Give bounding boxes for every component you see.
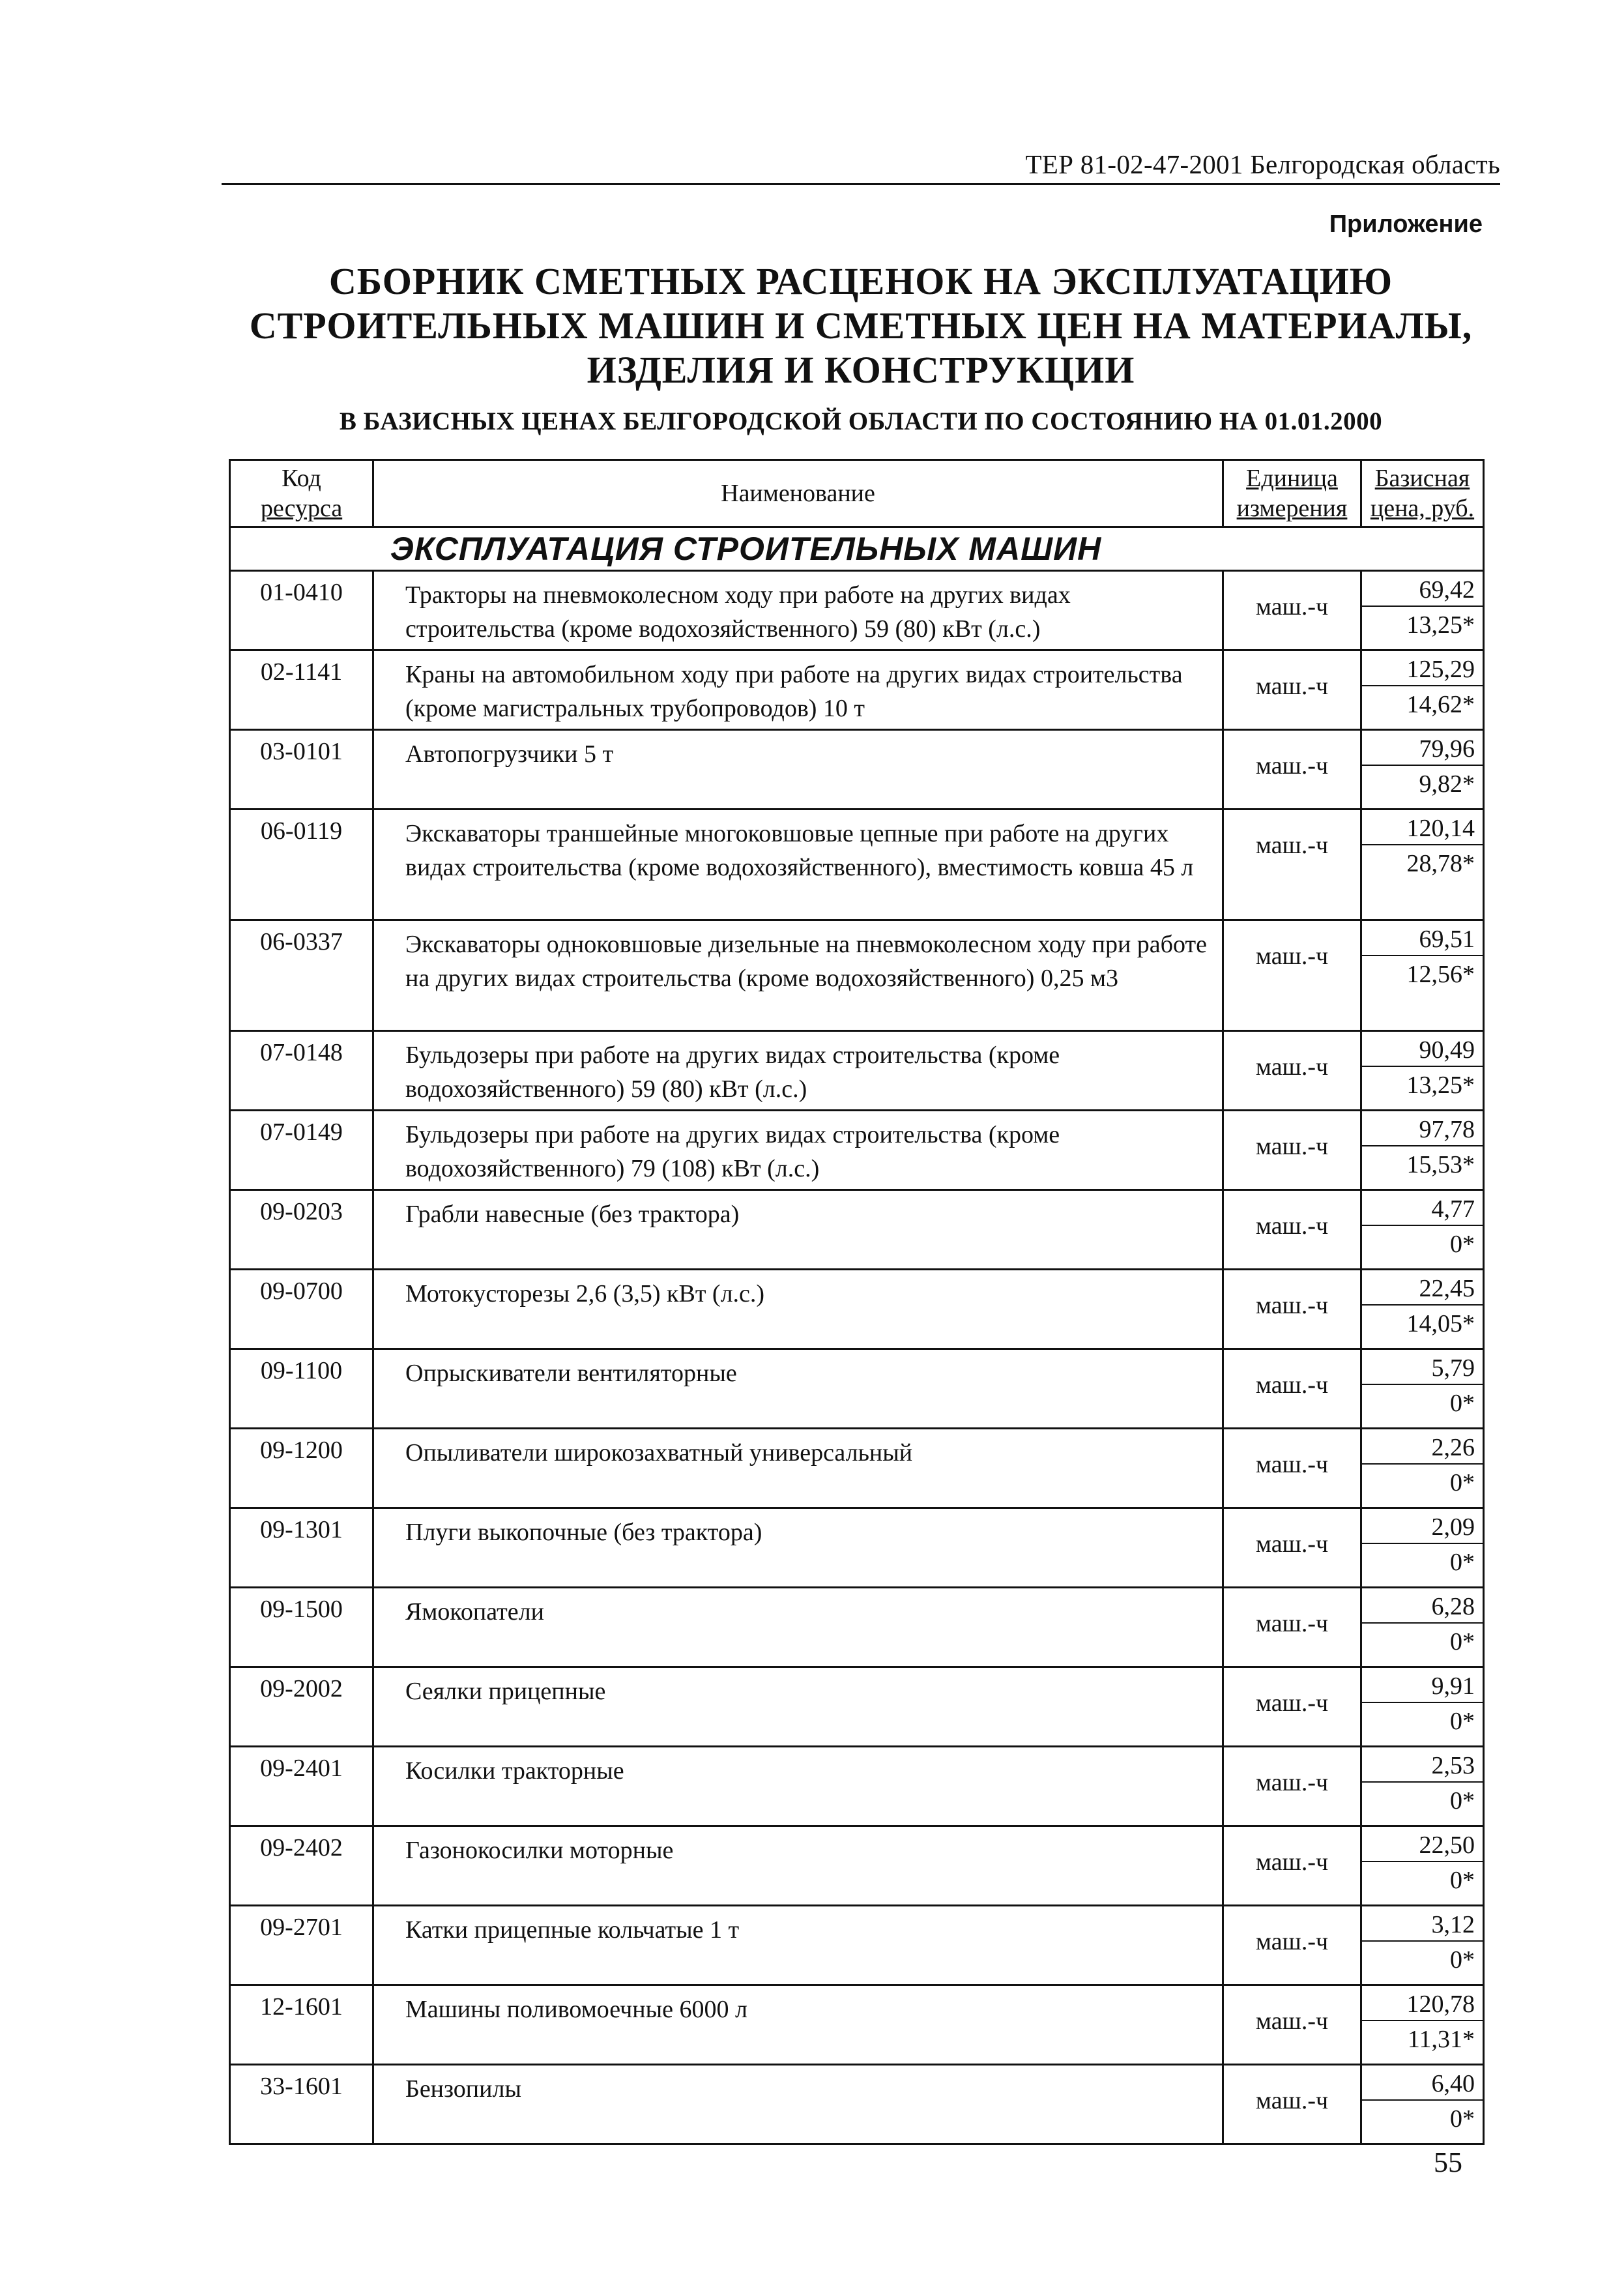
resource-price-cell (1361, 1270, 1484, 1349)
resource-code: 09-1100 (230, 1349, 373, 1429)
table-row (230, 1588, 1484, 1667)
resource-name: Тракторы на пневмоколесном ходу при работе на других видах строительства (кроме водохозяйственного) 59 (80) кВт (л.с.) (373, 571, 1223, 650)
resource-name: Экскаваторы траншейные многоковшовые цепные при работе на других видах строительства (кроме водохозяйственного), вместимость ковша 45 л (373, 810, 1223, 920)
resource-price-cell (1361, 1349, 1484, 1429)
resource-price-cell (1361, 1826, 1484, 1906)
resource-name: Ямокопатели (373, 1588, 1223, 1667)
wage-price: 0* (1450, 1628, 1475, 1656)
resource-name: Опыливатели широкозахватный универсальный (373, 1429, 1223, 1508)
wage-price: 0* (1450, 1469, 1475, 1496)
table-row (230, 2065, 1484, 2144)
resource-name: Опрыскиватели вентиляторные (373, 1349, 1223, 1429)
resource-code: 01-0410 (230, 571, 373, 650)
resource-code: 07-0148 (230, 1031, 373, 1111)
base-price: 22,45 (1362, 1270, 1483, 1306)
table-row (230, 810, 1484, 920)
resource-unit: маш.-ч (1223, 1270, 1361, 1349)
resource-unit: маш.-ч (1223, 1111, 1361, 1190)
wage-price: 0* (1450, 2105, 1475, 2133)
document-code-header: ТЕР 81-02-47-2001 Белгородская область (1025, 149, 1500, 179)
resource-code: 03-0101 (230, 730, 373, 810)
resource-unit: маш.-ч (1223, 1826, 1361, 1906)
resource-name: Плуги выкопочные (без трактора) (373, 1508, 1223, 1588)
wage-price: 0* (1450, 1390, 1475, 1417)
table-row (230, 1190, 1484, 1270)
resource-name: Экскаваторы одноковшовые дизельные на пневмоколесном ходу при работе на других видах строительства (кроме водохозяйственного) 0,25 м3 (373, 920, 1223, 1031)
resource-unit: маш.-ч (1223, 1906, 1361, 1985)
title-line-1: СБОРНИК СМЕТНЫХ РАСЦЕНОК НА ЭКСПЛУАТАЦИЮ (328, 260, 1393, 302)
table-row (230, 1826, 1484, 1906)
header-unit: Единица измерения (1223, 460, 1361, 527)
document-subtitle: В БАЗИСНЫХ ЦЕНАХ БЕЛГОРОДСКОЙ ОБЛАСТИ ПО СОСТОЯНИЮ НА 01.01.2000 (339, 407, 1383, 435)
resource-name: Бензопилы (373, 2065, 1223, 2144)
resource-code: 09-2701 (230, 1906, 373, 1985)
base-price: 79,96 (1362, 731, 1483, 766)
wage-price: 14,62* (1406, 691, 1475, 718)
resource-code: 09-0203 (230, 1190, 373, 1270)
base-price: 6,28 (1362, 1588, 1483, 1624)
table-row (230, 1111, 1484, 1190)
resource-code: 06-0119 (230, 810, 373, 920)
resource-name: Катки прицепные кольчатые 1 т (373, 1906, 1223, 1985)
table-row (230, 730, 1484, 810)
wage-price: 0* (1450, 1787, 1475, 1815)
resource-unit: маш.-ч (1223, 1429, 1361, 1508)
section-row (230, 527, 1484, 571)
resource-name: Краны на автомобильном ходу при работе на других видах строительства (кроме магистральных трубопроводов) 10 т (373, 650, 1223, 730)
base-price: 6,40 (1362, 2065, 1483, 2101)
resource-unit: маш.-ч (1223, 1588, 1361, 1667)
resource-code: 07-0149 (230, 1111, 373, 1190)
page-number: 55 (1434, 2146, 1462, 2178)
base-price: 22,50 (1362, 1827, 1483, 1862)
base-price: 2,53 (1362, 1747, 1483, 1783)
resource-unit: маш.-ч (1223, 810, 1361, 920)
resource-price-cell (1361, 1429, 1484, 1508)
wage-price: 14,05* (1406, 1310, 1475, 1337)
resource-code: 02-1141 (230, 650, 373, 730)
resource-name: Газонокосилки моторные (373, 1826, 1223, 1906)
table-row (230, 1747, 1484, 1826)
table-row (230, 1349, 1484, 1429)
resource-name: Сеялки прицепные (373, 1667, 1223, 1747)
wage-price: 13,25* (1406, 1072, 1475, 1099)
resource-unit: маш.-ч (1223, 1747, 1361, 1826)
table-row (230, 1429, 1484, 1508)
base-price: 69,42 (1362, 572, 1483, 607)
resource-unit: маш.-ч (1223, 2065, 1361, 2144)
resource-price-cell (1361, 1190, 1484, 1270)
resource-price-table (229, 459, 1485, 2145)
resource-unit: маш.-ч (1223, 730, 1361, 810)
resource-unit: маш.-ч (1223, 571, 1361, 650)
wage-price: 15,53* (1406, 1151, 1475, 1178)
wage-price: 11,31* (1407, 2026, 1475, 2053)
resource-code: 09-1200 (230, 1429, 373, 1508)
header-rule (222, 183, 1500, 185)
resource-code: 09-0700 (230, 1270, 373, 1349)
resource-name: Грабли навесные (без трактора) (373, 1190, 1223, 1270)
resource-price-cell (1361, 650, 1484, 730)
base-price: 120,78 (1362, 1986, 1483, 2021)
appendix-label: Приложение (1329, 211, 1483, 238)
resource-name: Мотокусторезы 2,6 (3,5) кВт (л.с.) (373, 1270, 1223, 1349)
resource-unit: маш.-ч (1223, 1667, 1361, 1747)
resource-price-cell (1361, 1508, 1484, 1588)
resource-name: Бульдозеры при работе на других видах строительства (кроме водохозяйственного) 59 (80) кВт (л.с.) (373, 1031, 1223, 1111)
resource-price-cell (1361, 1985, 1484, 2065)
resource-unit: маш.-ч (1223, 1349, 1361, 1429)
resource-code: 09-2401 (230, 1747, 373, 1826)
table-row (230, 650, 1484, 730)
table-row (230, 1667, 1484, 1747)
wage-price: 0* (1450, 1549, 1475, 1576)
wage-price: 13,25* (1406, 611, 1475, 639)
header-name: Наименование (373, 460, 1223, 527)
resource-price-cell (1361, 730, 1484, 810)
section-title: ЭКСПЛУАТАЦИЯ СТРОИТЕЛЬНЫХ МАШИН (390, 531, 1102, 567)
resource-unit: маш.-ч (1223, 1190, 1361, 1270)
resource-code: 06-0337 (230, 920, 373, 1031)
table-row (230, 1270, 1484, 1349)
resource-name: Бульдозеры при работе на других видах строительства (кроме водохозяйственного) 79 (108) кВт (л.с.) (373, 1111, 1223, 1190)
wage-price: 9,82* (1419, 770, 1475, 798)
base-price: 90,49 (1362, 1032, 1483, 1067)
table-row (230, 1031, 1484, 1111)
base-price: 120,14 (1362, 810, 1483, 845)
resource-code: 09-2402 (230, 1826, 373, 1906)
base-price: 5,79 (1362, 1350, 1483, 1385)
table-row (230, 1508, 1484, 1588)
resource-price-cell (1361, 810, 1484, 920)
table-row (230, 920, 1484, 1031)
resource-name: Косилки тракторные (373, 1747, 1223, 1826)
title-line-3: ИЗДЕЛИЯ И КОНСТРУКЦИИ (587, 349, 1135, 391)
table-row (230, 571, 1484, 650)
table-header-row (230, 460, 1484, 527)
base-price: 97,78 (1362, 1111, 1483, 1146)
wage-price: 0* (1450, 1708, 1475, 1735)
wage-price: 0* (1450, 1867, 1475, 1894)
resource-unit: маш.-ч (1223, 1985, 1361, 2065)
wage-price: 28,78* (1406, 850, 1475, 877)
resource-code: 33-1601 (230, 2065, 373, 2144)
table-row (230, 1985, 1484, 2065)
resource-name: Машины поливомоечные 6000 л (373, 1985, 1223, 2065)
resource-unit: маш.-ч (1223, 1508, 1361, 1588)
wage-price: 0* (1450, 1946, 1475, 1974)
document-title (222, 259, 1500, 392)
resource-price-cell (1361, 1747, 1484, 1826)
header-price: Базисная цена, руб. (1361, 460, 1484, 527)
resource-price-cell (1361, 920, 1484, 1031)
base-price: 125,29 (1362, 651, 1483, 686)
wage-price: 0* (1450, 1231, 1475, 1258)
base-price: 2,09 (1362, 1509, 1483, 1544)
header-code: Код ресурса (230, 460, 373, 527)
resource-code: 12-1601 (230, 1985, 373, 2065)
resource-code: 09-1500 (230, 1588, 373, 1667)
resource-code: 09-2002 (230, 1667, 373, 1747)
resource-price-cell (1361, 571, 1484, 650)
resource-code: 09-1301 (230, 1508, 373, 1588)
base-price: 9,91 (1362, 1668, 1483, 1703)
base-price: 4,77 (1362, 1191, 1483, 1226)
resource-unit: маш.-ч (1223, 920, 1361, 1031)
table-row (230, 1906, 1484, 1985)
resource-unit: маш.-ч (1223, 1031, 1361, 1111)
resource-price-cell (1361, 1667, 1484, 1747)
base-price: 2,26 (1362, 1429, 1483, 1465)
base-price: 3,12 (1362, 1906, 1483, 1942)
resource-price-cell (1361, 1031, 1484, 1111)
resource-price-cell (1361, 1906, 1484, 1985)
base-price: 69,51 (1362, 921, 1483, 956)
resource-price-cell (1361, 1111, 1484, 1190)
resource-unit: маш.-ч (1223, 650, 1361, 730)
resource-price-cell (1361, 1588, 1484, 1667)
title-line-2: СТРОИТЕЛЬНЫХ МАШИН И СМЕТНЫХ ЦЕН НА МАТЕРИАЛЫ, (249, 304, 1473, 347)
resource-price-cell (1361, 2065, 1484, 2144)
resource-name: Автопогрузчики 5 т (373, 730, 1223, 810)
wage-price: 12,56* (1406, 961, 1475, 988)
